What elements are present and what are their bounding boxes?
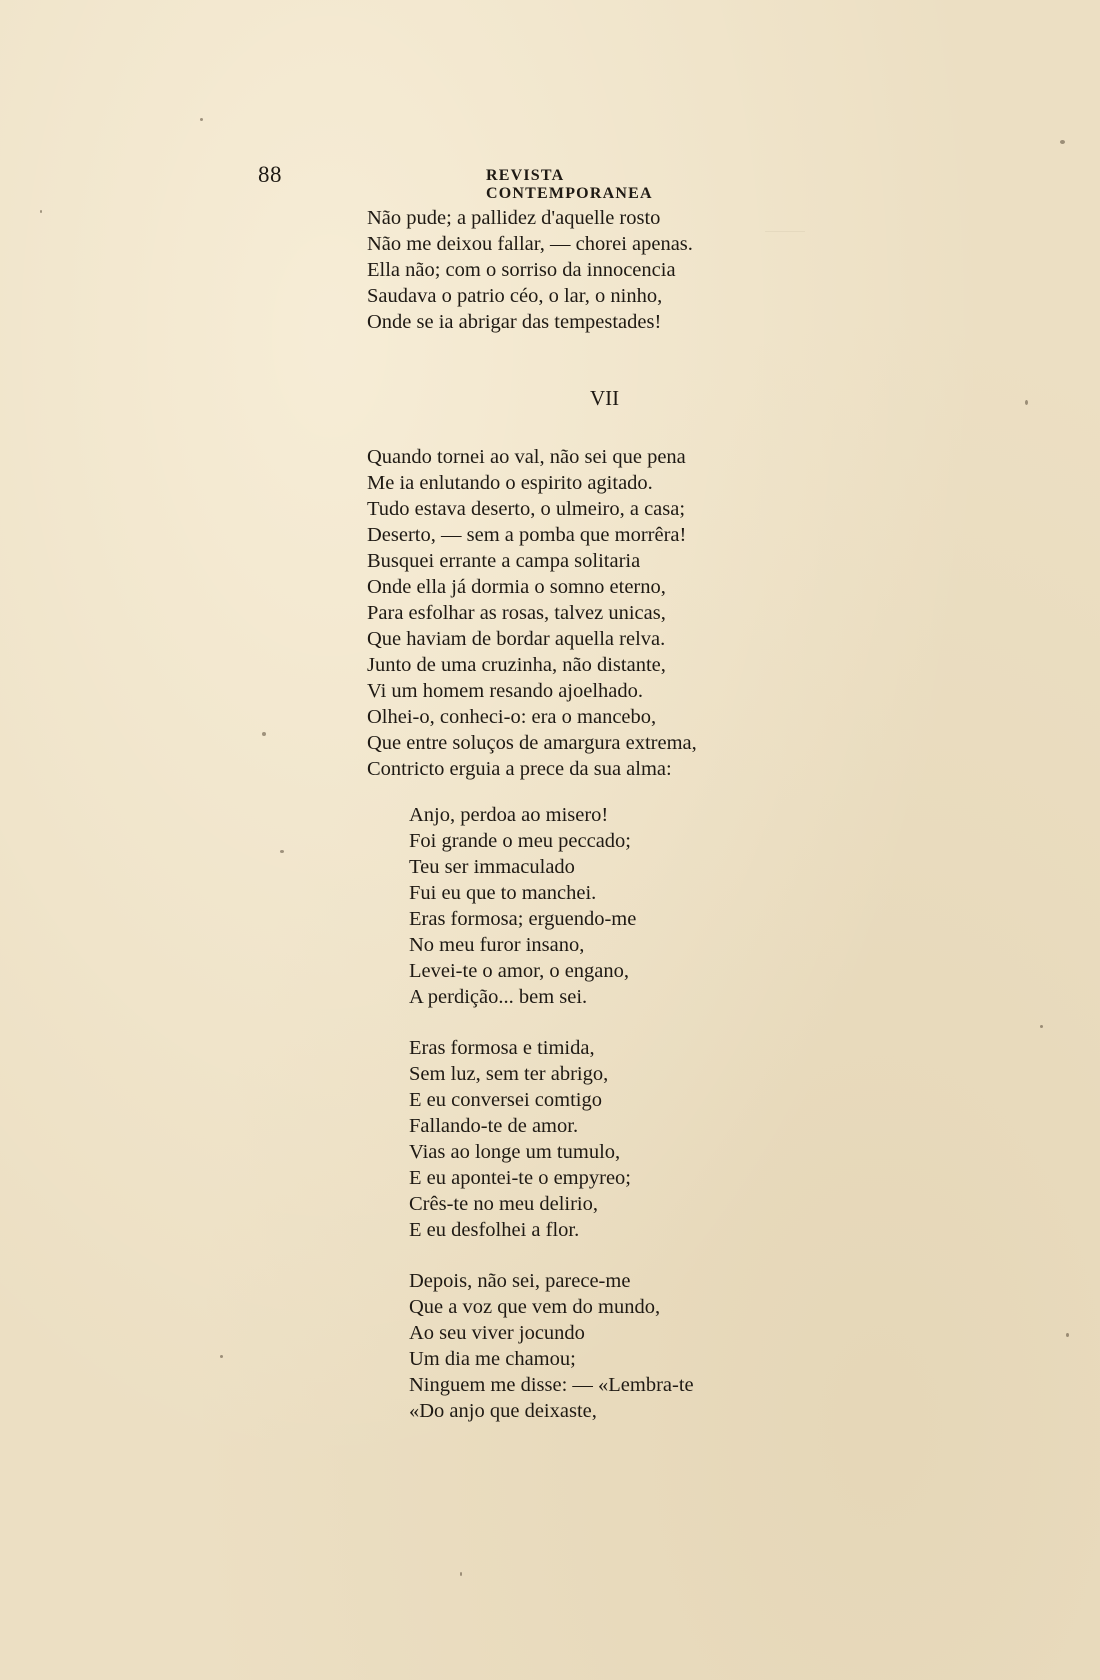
stanza-3 — [409, 802, 636, 1010]
paper-speck — [262, 732, 266, 736]
paper-speck — [1060, 140, 1065, 144]
verse-line: E eu conversei comtigo — [409, 1089, 602, 1111]
verse-line: Ninguem me disse: — «Lembra-te — [409, 1374, 694, 1396]
stanza-1 — [367, 205, 693, 335]
verse-line: Quando tornei ao val, não sei que pena — [367, 446, 686, 468]
verse-line: Deserto, — sem a pomba que morrêra! — [367, 524, 687, 546]
verse-line: Tudo estava deserto, o ulmeiro, a casa; — [367, 498, 686, 520]
bleed-through-texture — [765, 205, 805, 232]
paper-speck — [200, 118, 203, 121]
verse-line: Contricto erguia a prece da sua alma: — [367, 758, 672, 780]
verse-line: Vi um homem resando ajoelhado. — [367, 680, 644, 702]
verse-line: A perdição... bem sei. — [409, 986, 588, 1008]
verse-line: E eu desfolhei a flor. — [409, 1219, 580, 1241]
verse-line: Não me deixou fallar, — chorei apenas. — [367, 233, 693, 255]
verse-line: Anjo, perdoa ao misero! — [409, 804, 609, 826]
verse-line: Junto de uma cruzinha, não distante, — [367, 654, 666, 676]
verse-line: Que haviam de bordar aquella relva. — [367, 628, 666, 650]
verse-line: Que a voz que vem do mundo, — [409, 1296, 661, 1318]
verse-line: Teu ser immaculado — [409, 856, 575, 878]
stanza-2 — [367, 444, 697, 782]
verse-line: Saudava o patrio céo, o lar, o ninho, — [367, 285, 663, 307]
paper-speck — [1066, 1333, 1069, 1337]
verse-line: Foi grande o meu peccado; — [409, 830, 632, 852]
paper-speck — [1040, 1025, 1043, 1028]
verse-line: Onde se ia abrigar das tempestades! — [367, 311, 662, 333]
paper-speck — [460, 1572, 462, 1576]
verse-line: No meu furor insano, — [409, 934, 585, 956]
running-head — [258, 162, 728, 202]
verse-line: Fallando-te de amor. — [409, 1115, 579, 1137]
paper-speck — [280, 850, 284, 853]
stanza-4 — [409, 1035, 631, 1243]
verse-line: Eras formosa; erguendo-me — [409, 908, 637, 930]
paper-speck — [220, 1355, 223, 1358]
verse-line: Que entre soluços de amargura extrema, — [367, 732, 697, 754]
verse-line: Onde ella já dormia o somno eterno, — [367, 576, 666, 598]
verse-line: Não pude; a pallidez d'aquelle rosto — [367, 207, 661, 229]
verse-line: Vias ao longe um tumulo, — [409, 1141, 621, 1163]
verse-line: Sem luz, sem ter abrigo, — [409, 1063, 609, 1085]
verse-line: Busquei errante a campa solitaria — [367, 550, 641, 572]
verse-line: E eu apontei-te o empyreo; — [409, 1167, 631, 1189]
verse-line: Um dia me chamou; — [409, 1348, 576, 1370]
verse-line: Crês-te no meu delirio, — [409, 1193, 599, 1215]
verse-line: Levei-te o amor, o engano, — [409, 960, 630, 982]
stanza-5 — [409, 1268, 694, 1424]
journal-title: REVISTA CONTEMPORANEA — [486, 167, 653, 202]
verse-line: Ella não; com o sorriso da innocencia — [367, 259, 676, 281]
verse-line: Para esfolhar as rosas, talvez unicas, — [367, 602, 666, 624]
verse-line: Fui eu que to manchei. — [409, 882, 597, 904]
verse-line: Depois, não sei, parece-me — [409, 1270, 631, 1292]
page-number: 88 — [258, 162, 282, 187]
verse-line: Eras formosa e timida, — [409, 1037, 595, 1059]
paper-speck — [1025, 400, 1028, 405]
verse-line: Ao seu viver jocundo — [409, 1322, 585, 1344]
verse-line: «Do anjo que deixaste, — [409, 1400, 597, 1422]
section-heading: VII — [590, 386, 620, 410]
paper-speck — [40, 210, 42, 213]
verse-line: Me ia enlutando o espirito agitado. — [367, 472, 653, 494]
verse-line: Olhei-o, conheci-o: era o mancebo, — [367, 706, 657, 728]
